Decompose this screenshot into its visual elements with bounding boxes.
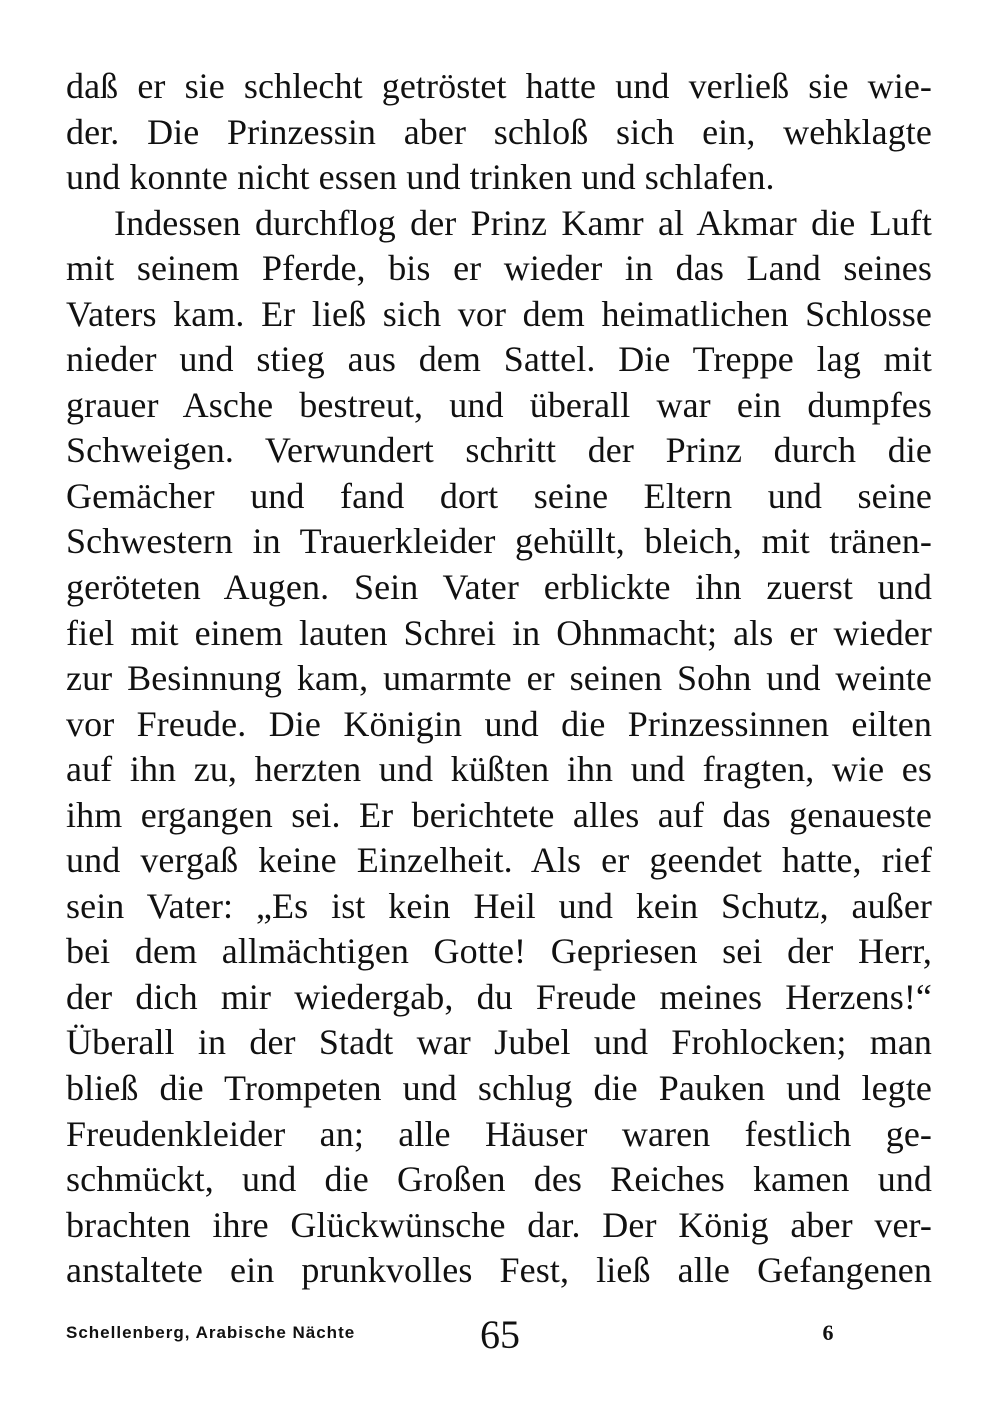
text-line: brachten ihre Glückwünsche dar. Der König aber ver- bbox=[66, 1204, 932, 1245]
text-line: Schweigen. Verwundert schritt der Prinz durch die bbox=[66, 430, 932, 471]
text-line: mit seinem Pferde, bis er wieder in das Land seines bbox=[66, 248, 932, 289]
text-line: zur Besinnung kam, umarmte er seinen Sohn und weinte bbox=[66, 658, 932, 699]
text-line: bei dem allmächtigen Gotte! Gepriesen sei der Herr, bbox=[66, 931, 932, 972]
text-line: Schwestern in Trauerkleider gehüllt, bleich, mit tränen- bbox=[66, 521, 932, 562]
text-line: der. Die Prinzessin aber schloß sich ein, wehklagte bbox=[66, 111, 932, 152]
text-line: Freudenkleider an; alle Häuser waren festlich ge- bbox=[66, 1113, 932, 1154]
text-line: sein Vater: „Es ist kein Heil und kein Schutz, außer bbox=[66, 885, 932, 926]
text-line: ihm ergangen sei. Er berichtete alles auf das genaueste bbox=[66, 794, 932, 835]
text-line: grauer Asche bestreut, und überall war ein dumpfes bbox=[66, 384, 932, 425]
text-line: auf ihn zu, herzten und küßten ihn und fragten, wie es bbox=[66, 749, 932, 790]
text-line: vor Freude. Die Königin und die Prinzessinnen eilten bbox=[66, 703, 932, 744]
text-line: und konnte nicht essen und trinken und schlafen. bbox=[66, 157, 775, 198]
text-line: anstaltete ein prunkvolles Fest, ließ alle Gefangenen bbox=[66, 1250, 932, 1291]
text-line: Vaters kam. Er ließ sich vor dem heimatlichen Schlosse bbox=[66, 293, 932, 334]
page-number: 65 bbox=[480, 1312, 520, 1357]
text-line: Überall in der Stadt war Jubel und Frohlocken; man bbox=[66, 1022, 932, 1063]
text-line: schmückt, und die Großen des Reiches kamen und bbox=[66, 1159, 932, 1200]
text-line: daß er sie schlecht getröstet hatte und verließ sie wie- bbox=[66, 66, 932, 106]
text-line: der dich mir wiedergab, du Freude meines Herzens!“ bbox=[66, 976, 932, 1017]
text-line: nieder und stieg aus dem Sattel. Die Treppe lag mit bbox=[66, 339, 932, 380]
text-line: und vergaß keine Einzelheit. Als er geendet hatte, rief bbox=[66, 840, 932, 881]
text-line: bließ die Trompeten und schlug die Pauken und legte bbox=[66, 1068, 932, 1109]
text-line: geröteten Augen. Sein Vater erblickte ihn zuerst und bbox=[66, 567, 932, 608]
signature-mark: Schellenberg, Arabische Nächte bbox=[66, 1323, 356, 1342]
paragraph-start-line: Indessen durchflog der Prinz Kamr al Akmar die Luft bbox=[114, 202, 932, 243]
body-text bbox=[66, 64, 932, 1294]
text-line: Gemächer und fand dort seine Eltern und seine bbox=[66, 475, 932, 516]
sheet-number: 6 bbox=[822, 1320, 834, 1345]
text-line: fiel mit einem lauten Schrei in Ohnmacht; als er wieder bbox=[66, 612, 932, 653]
